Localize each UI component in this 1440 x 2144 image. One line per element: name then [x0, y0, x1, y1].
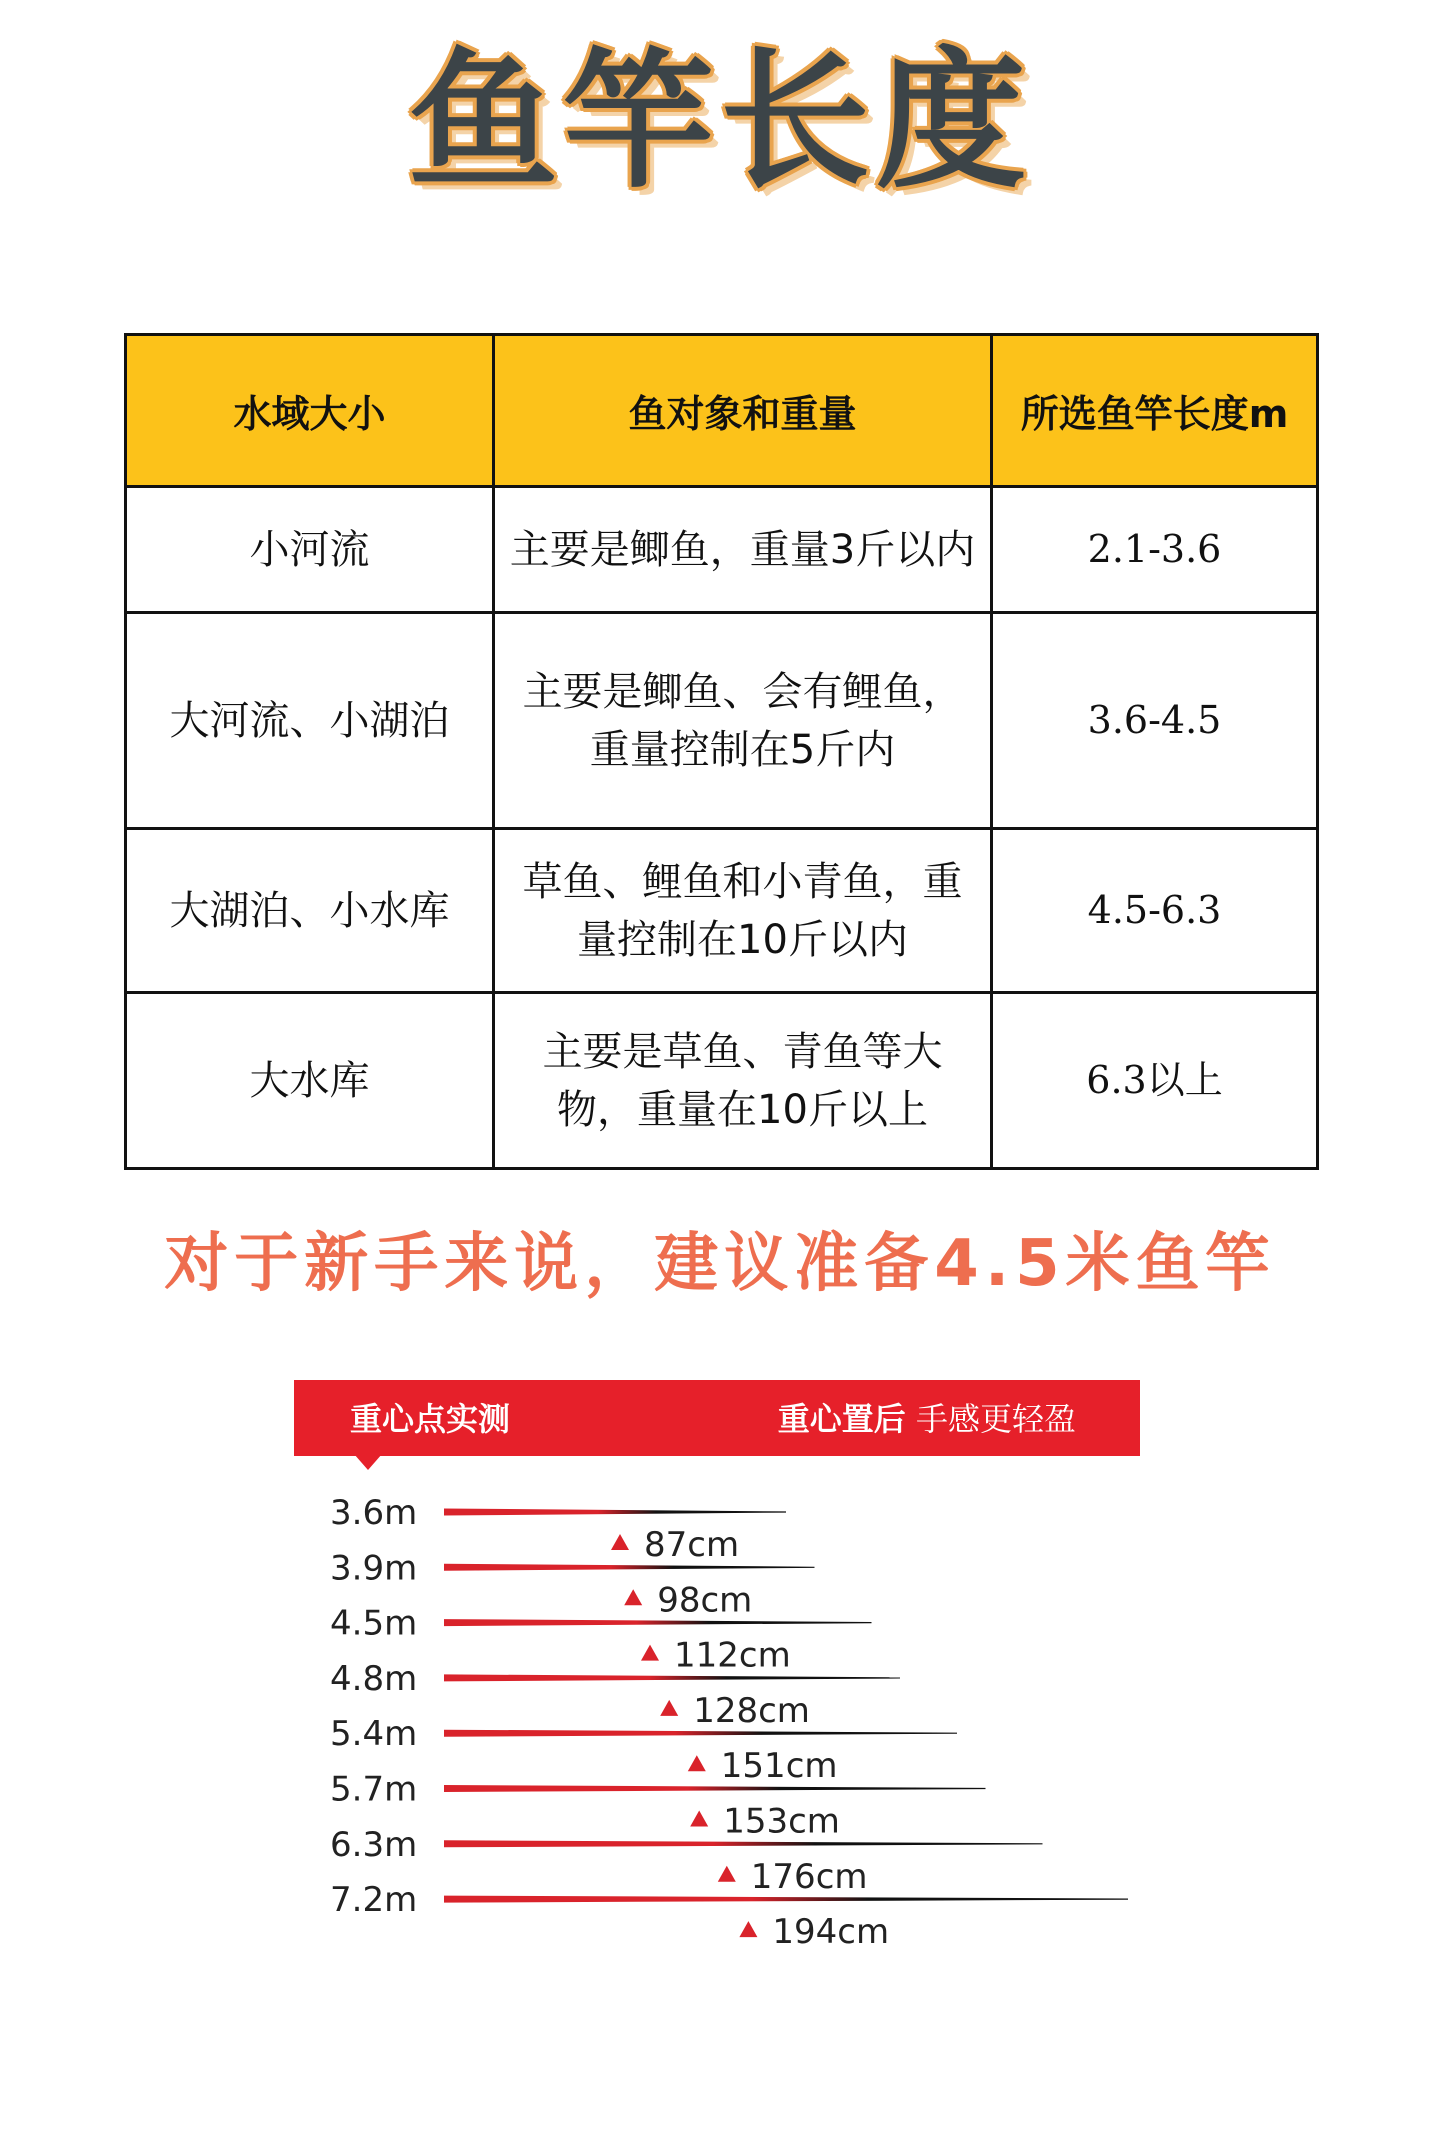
balance-marker-icon: [690, 1811, 708, 1827]
rod-length-label: 3.9m: [330, 1548, 418, 1589]
balance-point-label: 87cm: [644, 1525, 740, 1565]
cell-water: 大河流、小湖泊: [126, 613, 494, 829]
rod-length-label: 4.5m: [330, 1603, 418, 1644]
cell-fish-line: 草鱼、鲤鱼和小青鱼，重: [522, 858, 963, 905]
balance-marker-icon: [641, 1645, 659, 1661]
rod-length-label: 7.2m: [330, 1880, 418, 1921]
cell-length: 2.1-3.6: [992, 487, 1318, 613]
balance-marker-icon: [624, 1589, 642, 1605]
banner-right-text: 手感更轻盈: [905, 1400, 1076, 1438]
balance-point-label: 128cm: [693, 1690, 810, 1731]
balance-point-label: 153cm: [723, 1801, 840, 1842]
balance-point-label: 176cm: [750, 1856, 868, 1897]
balance-marker-icon: [718, 1866, 736, 1882]
header-water-size: 水域大小: [126, 335, 494, 487]
cell-fish-line: 主要是鲫鱼，重量3斤以内: [509, 526, 976, 573]
cell-fish-line: 主要是草鱼、青鱼等大: [542, 1028, 943, 1075]
beginner-advice: 对于新手来说，建议准备4.5米鱼竿: [164, 1227, 1276, 1301]
banner-right-bold: 重心置后: [777, 1400, 906, 1438]
rod-line: [444, 1509, 786, 1516]
page-title: 鱼竿长度: [407, 35, 1032, 209]
rod-line: [444, 1674, 900, 1681]
cell-fish-line: 主要是鲫鱼、会有鲤鱼，: [522, 668, 963, 715]
rod-line: [444, 1785, 986, 1792]
balance-marker-icon: [660, 1700, 678, 1716]
cell-fish-line: 重量控制在5斤内: [589, 726, 896, 773]
balance-marker-icon: [611, 1534, 629, 1550]
cell-water: 大湖泊、小水库: [126, 829, 494, 993]
header-fish-weight: 鱼对象和重量: [494, 335, 992, 487]
balance-point-label: 194cm: [772, 1912, 890, 1953]
balance-point-label: 151cm: [720, 1746, 838, 1787]
rod-line: [444, 1564, 815, 1571]
cell-length: 4.5-6.3: [992, 829, 1318, 993]
cell-water: 小河流: [126, 487, 494, 613]
balance-marker-icon: [688, 1755, 706, 1771]
balance-point-label: 112cm: [674, 1635, 791, 1676]
rod-length-label: 3.6m: [330, 1493, 418, 1533]
rod-length-label: 5.7m: [330, 1769, 418, 1810]
banner-left-label: 重心点实测: [350, 1400, 511, 1438]
rod-length-label: 5.4m: [330, 1714, 418, 1755]
cell-length: 6.3以上: [992, 993, 1318, 1169]
cell-water: 大水库: [126, 993, 494, 1169]
balance-marker-icon: [739, 1921, 757, 1937]
cell-fish-line: 物，重量在10斤以上: [557, 1086, 928, 1133]
cell-length: 3.6-4.5: [992, 613, 1318, 829]
cell-fish-line: 量控制在10斤以内: [577, 916, 908, 963]
rod-length-label: 4.8m: [330, 1658, 418, 1699]
header-rod-length: 所选鱼竿长度m: [992, 335, 1318, 487]
balance-point-label: 98cm: [657, 1580, 753, 1621]
rod-length-label: 6.3m: [330, 1824, 418, 1865]
